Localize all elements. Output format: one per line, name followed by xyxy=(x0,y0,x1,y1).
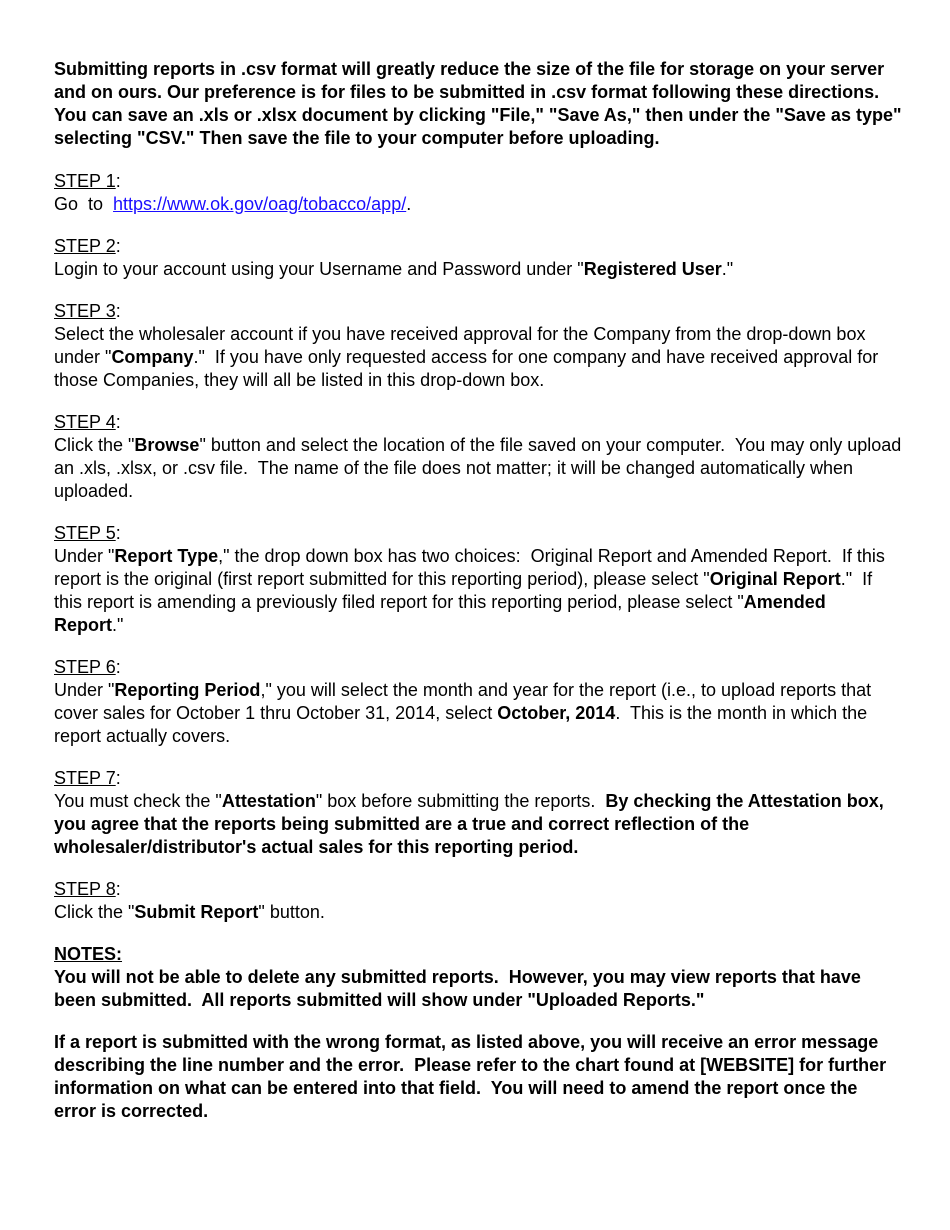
step-1-text: Go to xyxy=(54,194,114,214)
step-5-text-a: Under " xyxy=(54,546,115,566)
notes-paragraph-2: If a report is submitted with the wrong format, as listed above, you will receive an error message describing the line number and the error. Please refer to the chart found at [WEBSITE] for further information on what can be entered into that field. You will need to amend the report once the error is corrected. xyxy=(54,1032,892,1121)
step-6-text-a: Under " xyxy=(54,680,115,700)
step-7 xyxy=(54,767,904,859)
step-5-text-b: ," the drop down box has two choices: Original Report and Amended Report. If this report is the original (first report submitted for this reporting period), please select " xyxy=(54,546,890,589)
step-2-text-a: Login to your account using your Username and Password under " xyxy=(54,259,584,279)
step-8-text-b: " button. xyxy=(258,902,325,922)
step-4-text-b: " button and select the location of the file saved on your computer. You may only upload an .xls, .xlsx, or .csv file. The name of the file does not matter; it will be changed automatically when uploaded. xyxy=(54,435,907,501)
step-7-text-b: " box before submitting the reports. xyxy=(315,791,606,811)
step-4-label: STEP 4 xyxy=(54,412,116,432)
step-8-heading xyxy=(54,878,904,901)
step-6-text-c: . This is the month in which the report actually covers. xyxy=(54,703,873,746)
step-4 xyxy=(54,411,907,503)
step-5-text-c: ." If this report is amending a previously filed report for this reporting period, please select " xyxy=(54,569,878,612)
step-2-heading xyxy=(54,235,904,258)
step-3 xyxy=(54,300,904,392)
step-5-text-d: ." xyxy=(112,615,124,635)
step-4-colon: : xyxy=(115,412,121,432)
step-1 xyxy=(54,170,904,216)
instructions-document xyxy=(54,58,907,1142)
step-5-bold-original-report: Original Report xyxy=(709,569,841,589)
step-3-colon: : xyxy=(115,301,121,321)
step-7-bold-attestation: Attestation xyxy=(221,791,316,811)
tobacco-app-link[interactable]: https://www.ok.gov/oag/tobacco/app/ xyxy=(113,194,407,214)
notes-section xyxy=(54,943,904,1012)
step-2-label: STEP 2 xyxy=(54,236,116,256)
step-5-bold-report-type: Report Type xyxy=(114,546,219,566)
step-1-label: STEP 1 xyxy=(54,171,116,191)
step-1-period: . xyxy=(406,194,412,214)
step-2-colon: : xyxy=(115,236,121,256)
step-3-bold-company: Company xyxy=(111,347,194,367)
step-7-text-a: You must check the " xyxy=(54,791,222,811)
step-6-bold-reporting-period: Reporting Period xyxy=(114,680,261,700)
step-6 xyxy=(54,656,904,748)
step-7-bold-attestation-statement: By checking the Attestation box, you agree that the reports being submitted are a true and correct reflection of the wholesaler/distributor's actual sales for this reporting period. xyxy=(54,791,884,857)
step-5-bold-amended-report: Amended Report xyxy=(54,592,836,635)
step-5-heading xyxy=(54,522,904,545)
step-6-bold-october-2014: October, 2014 xyxy=(497,703,616,723)
step-1-heading xyxy=(54,170,904,193)
notes-paragraph-1: You will not be able to delete any submitted reports. However, you may view reports that have been submitted. All reports submitted will show under "Uploaded Reports." xyxy=(54,967,866,1010)
step-2 xyxy=(54,235,904,281)
step-8-colon: : xyxy=(115,879,121,899)
step-8-text-a: Click the " xyxy=(54,902,135,922)
step-2-text-b: ." xyxy=(721,259,734,279)
notes-heading: NOTES: xyxy=(54,944,123,964)
step-7-colon: : xyxy=(115,768,121,788)
step-5-label: STEP 5 xyxy=(54,523,116,543)
step-8-label: STEP 8 xyxy=(54,879,116,899)
step-4-heading xyxy=(54,411,904,434)
step-7-heading xyxy=(54,767,904,790)
step-3-label: STEP 3 xyxy=(54,301,116,321)
step-7-label: STEP 7 xyxy=(54,768,116,788)
step-6-label: STEP 6 xyxy=(54,657,116,677)
step-6-text-b: ," you will select the month and year for the report (i.e., to upload reports that cover sales for October 1 thru October 31, 2014, select xyxy=(54,680,872,723)
step-6-heading xyxy=(54,656,904,679)
step-4-text-a: Click the " xyxy=(54,435,135,455)
step-8 xyxy=(54,878,904,924)
intro-paragraph: Submitting reports in .csv format will greatly reduce the size of the file for storage on your server and on ours. Our preference is for files to be submitted in .csv format following these directions. You can save an .xls or .xlsx document by clicking "File," "Save As," then under the "Save as type" selecting "CSV." Then save the file to your computer before uploading. xyxy=(54,59,902,148)
step-3-text-b: ." If you have only requested access for one company and have received approval for those Companies, they will all be listed in this drop-down box. xyxy=(54,347,884,390)
step-4-bold-browse: Browse xyxy=(134,435,200,455)
step-5 xyxy=(54,522,904,637)
step-3-heading xyxy=(54,300,904,323)
step-6-colon: : xyxy=(115,657,121,677)
step-2-bold-registered-user: Registered User xyxy=(583,259,722,279)
step-5-colon: : xyxy=(115,523,121,543)
step-1-colon: : xyxy=(115,171,121,191)
step-8-bold-submit-report: Submit Report xyxy=(134,902,259,922)
step-3-text-a: Select the wholesaler account if you have received approval for the Company from the drop-down box under " xyxy=(54,324,866,367)
